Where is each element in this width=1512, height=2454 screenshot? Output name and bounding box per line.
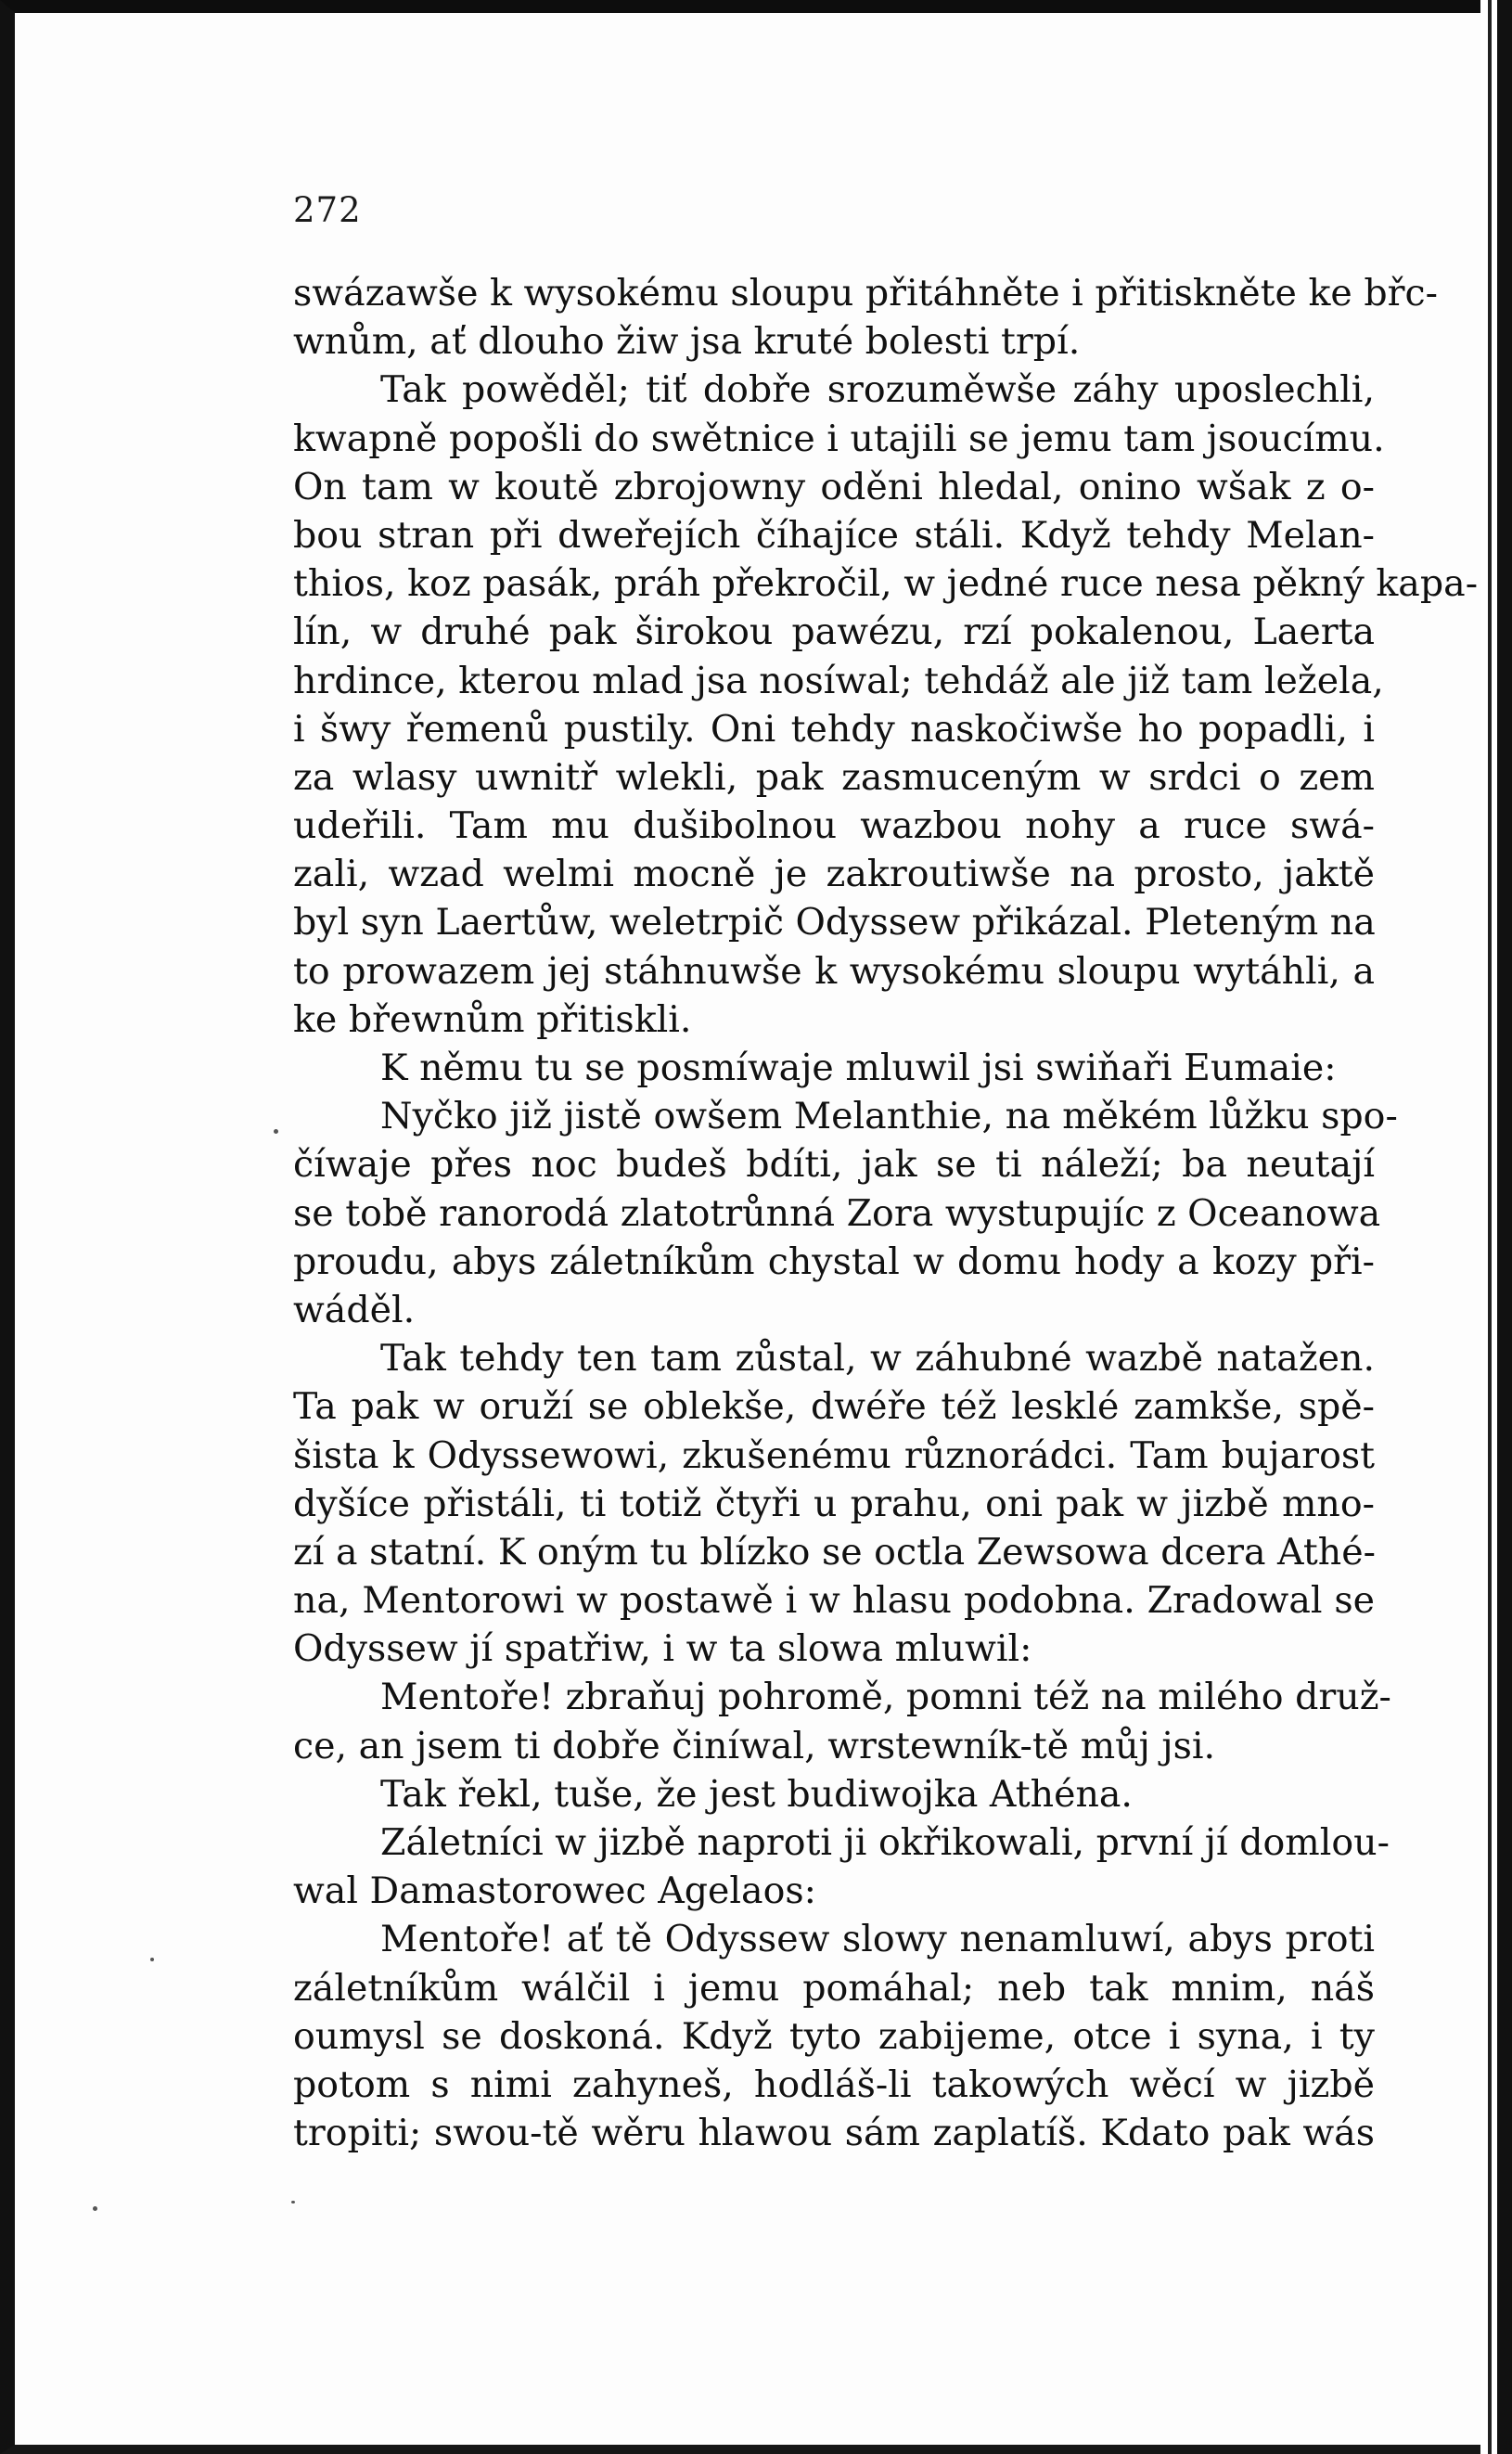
text-line: byl syn Laertůw, weletrpič Odyssew přikázal. Pleteným na	[293, 901, 1376, 944]
text-line: číwaje přes noc budeš bdíti, jak se ti náleží; ba neutají	[293, 1143, 1375, 1187]
scan-speck	[150, 1958, 154, 1961]
text-line: potom s nimi zahyneš, hodláš-li takowých wěcí w jizbě	[293, 2062, 1375, 2106]
text-line: Nyčko již jistě owšem Melanthie, na měkém lůžku spo-	[380, 1095, 1398, 1138]
text-line: za wlasy uwnitř wlekli, pak zasmuceným w srdci o zem	[293, 755, 1375, 799]
text-line: Odyssew jí spatřiw, i w ta slowa mluwil:	[293, 1627, 1032, 1671]
text-line: swázawše k wysokému sloupu přitáhněte i přitiskněte ke břc-	[293, 272, 1438, 315]
text-line: wnům, ať dlouho žiw jsa kruté bolesti trpí.	[293, 320, 1081, 364]
scan-speck	[93, 2206, 97, 2211]
text-line: Záletníci w jizbě naproti ji okřikowali, první jí domlou-	[380, 1821, 1390, 1864]
text-line: proudu, abys záletníkům chystal w domu hody a kozy při-	[293, 1240, 1375, 1283]
text-line: záletníkům wálčil i jemu pomáhal; neb tak mnim, náš	[293, 1966, 1375, 2010]
text-line: na, Mentorowi w postawě i w hlasu podobna. Zradowal se	[293, 1579, 1375, 1623]
text-line: bou stran při dweřejích číhajíce stáli. Když tehdy Melan-	[293, 513, 1375, 557]
text-line: Mentoře! ať tě Odyssew slowy nenamluwí, abys proti	[380, 1918, 1375, 1961]
text-line: dyšíce přistáli, ti totiž čtyři u prahu, oni pak w jizbě mno-	[293, 1482, 1375, 1525]
text-line: Tak řekl, tuše, že jest budiwojka Athéna.	[380, 1772, 1133, 1816]
text-line: lín, w druhé pak širokou pawézu, rzí pokalenou, Laerta	[293, 610, 1375, 654]
text-line: i šwy řemenů pustily. Oni tehdy naskočiwše ho popadli, i	[293, 707, 1375, 751]
text-line: zali, wzad welmi mocně je zakroutiwše na prosto, jaktě	[293, 853, 1375, 896]
text-line: Tak tehdy ten tam zůstal, w záhubné wazbě natažen.	[380, 1337, 1375, 1381]
text-line: kwapně popošli do swětnice i utajili se jemu tam jsoucímu.	[293, 417, 1385, 460]
text-line: ce, an jsem ti dobře činíwal, wrstewník-tě můj jsi.	[293, 1724, 1216, 1767]
text-line: Ta pak w oruží se oblekše, dwéře též lesklé zamkše, spě-	[293, 1385, 1375, 1429]
text-line: thios, koz pasák, práh překročil, w jedné ruce nesa pěkný kapa-	[293, 562, 1479, 606]
text-line: wal Damastorowec Agelaos:	[293, 1869, 816, 1913]
text-line: Mentoře! zbraňuj pohromě, pomni též na milého druž-	[380, 1676, 1391, 1719]
text-line: hrdince, kterou mlad jsa nosíwal; tehdáž ale již tam ležela,	[293, 659, 1384, 702]
text-line: udeřili. Tam mu dušibolnou wazbou nohy a ruce swá-	[293, 804, 1375, 848]
page-number: 272	[293, 190, 362, 230]
page-edge-binding	[1480, 0, 1512, 2454]
body-text	[293, 269, 1479, 2157]
text-line: On tam w koutě zbrojowny oděni hledal, onino wšak z o-	[293, 465, 1375, 508]
text-line: se tobě ranorodá zlatotrůnná Zora wystupujíc z Oceanowa	[293, 1191, 1381, 1235]
text-line: tropiti; swou-tě wěru hlawou sám zaplatíš. Kdato pak wás	[293, 2112, 1375, 2155]
text-line: ke břewnům přitiskli.	[293, 997, 692, 1041]
scan-speck	[274, 1129, 278, 1134]
text-line: šista k Odyssewowi, zkušenému různorádci. Tam bujarost	[293, 1433, 1375, 1477]
text-line: to prowazem jej stáhnuwše k wysokému sloupu wytáhli, a	[293, 949, 1375, 993]
scan-speck	[291, 2201, 295, 2203]
text-line: oumysl se doskoná. Když tyto zabijeme, otce i syna, i ty	[293, 2014, 1375, 2058]
text-line: Tak powěděl; tiť dobře srozuměwše záhy uposlechli,	[380, 368, 1375, 412]
text-line: zí a statní. K oným tu blízko se octla Zewsowa dcera Athé-	[293, 1530, 1376, 1574]
text-line: K němu tu se posmíwaje mluwil jsi swiňaři Eumaie:	[380, 1047, 1337, 1089]
text-line: wáděl.	[293, 1288, 416, 1331]
